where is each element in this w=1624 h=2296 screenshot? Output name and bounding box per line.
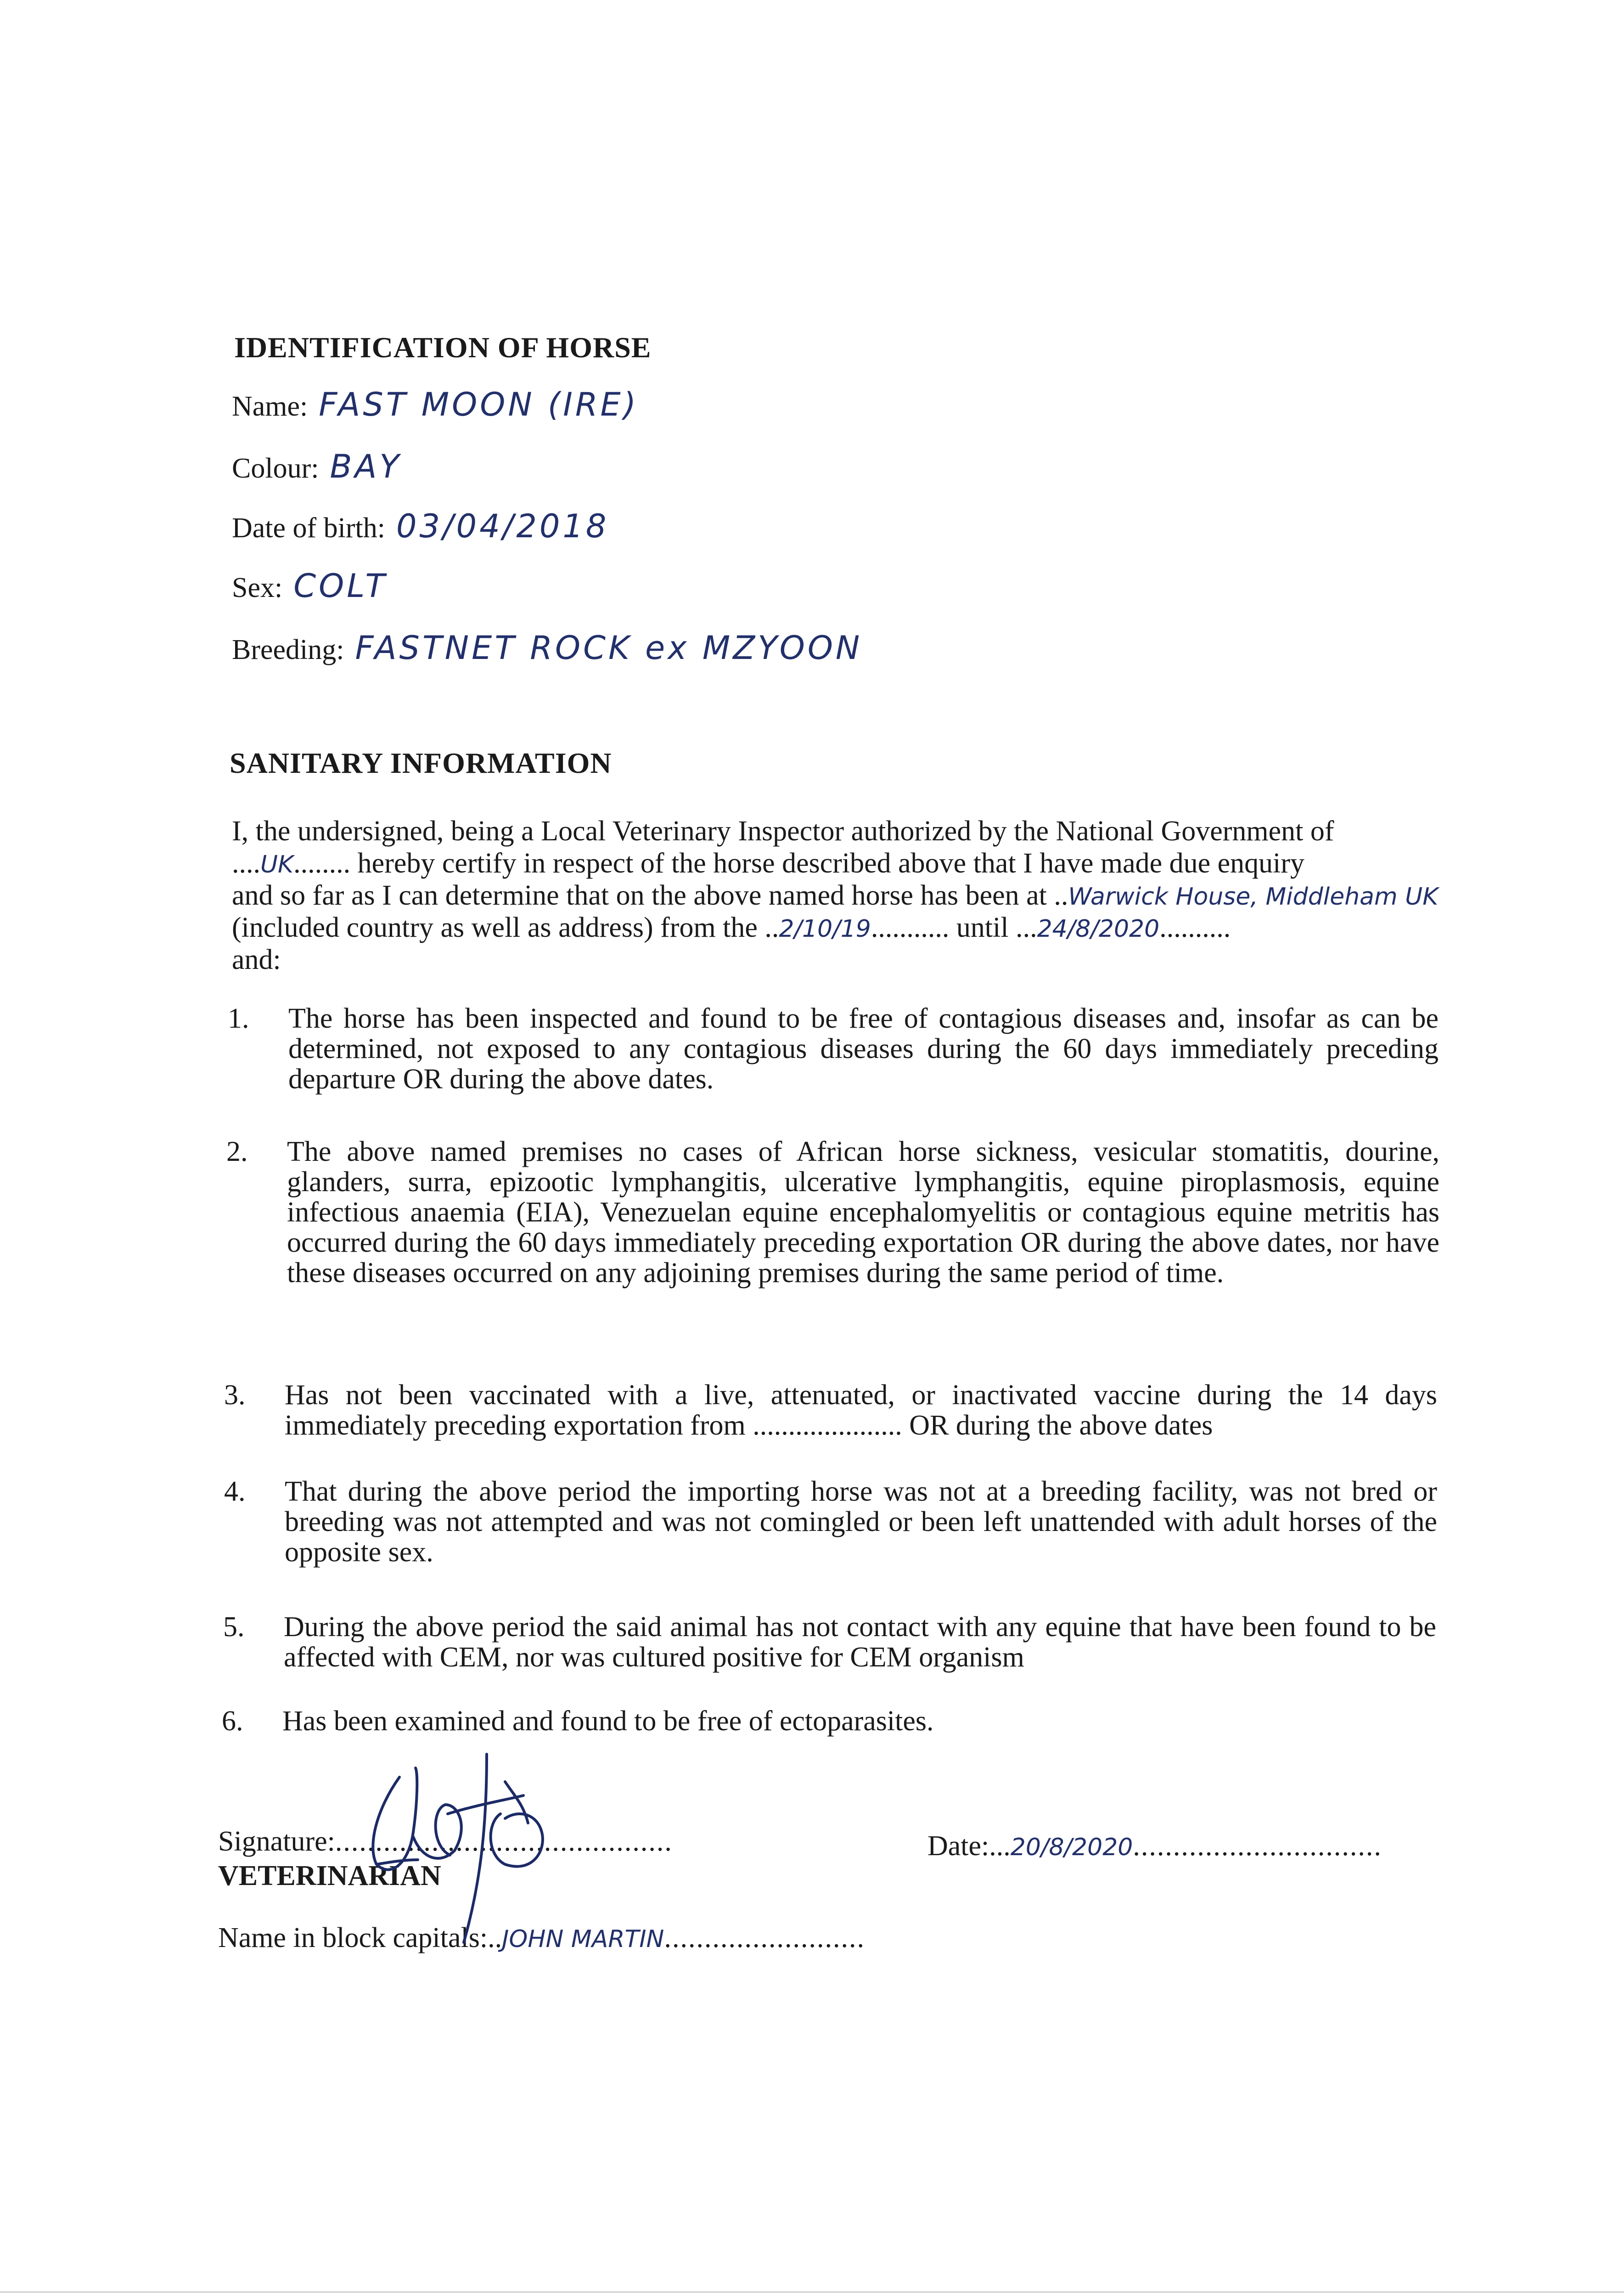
item-text: During the above period the said animal has not contact with any equine that have been found to be affected with CEM, nor was cultured positive for CEM organism bbox=[284, 1611, 1436, 1673]
breeding-row bbox=[232, 629, 862, 667]
item-text: Has not been vaccinated with a live, attenuated, or inactivated vaccine during the 14 days immediately preceding exportation from ..................... OR during the above dates bbox=[285, 1379, 1437, 1441]
item-number: 3. bbox=[224, 1379, 246, 1411]
sanitary-line-2: ....UK........ hereby certify in respect of the horse described above that I have made due enquiry bbox=[232, 848, 1305, 879]
list-item bbox=[223, 1611, 1436, 1673]
sex-row bbox=[232, 567, 388, 605]
name-row bbox=[232, 386, 639, 423]
sanitary-line-5: and: bbox=[232, 944, 281, 975]
until-date-value: 24/8/2020 bbox=[1037, 915, 1160, 943]
identification-heading: IDENTIFICATION OF HORSE bbox=[234, 331, 652, 364]
from-date-value: 2/10/19 bbox=[779, 915, 871, 943]
date-row: Date:...20/8/2020............................... bbox=[927, 1830, 1382, 1862]
colour-value: BAY bbox=[330, 448, 402, 485]
colour-label: Colour: bbox=[232, 453, 319, 484]
list-item bbox=[226, 1136, 1439, 1289]
list-item bbox=[228, 1003, 1439, 1095]
block-name-row: Name in block capitals:..JOHN MARTIN......................... bbox=[218, 1922, 865, 1953]
dob-label: Date of birth: bbox=[232, 512, 386, 544]
date-label: Date: bbox=[927, 1830, 989, 1862]
block-name-label: Name in block capitals: bbox=[218, 1922, 488, 1953]
item-text: The horse has been inspected and found to be free of contagious diseases and, insofar as can be determined, not exposed to any contagious diseases during the 60 days immediately preceding departure OR during the above dates. bbox=[288, 1003, 1439, 1095]
block-name-value: JOHN MARTIN bbox=[502, 1925, 664, 1953]
date-value: 20/8/2020 bbox=[1010, 1834, 1133, 1861]
dob-value: 03/04/2018 bbox=[396, 507, 609, 545]
item-text: Has been examined and found to be free of ectoparasites. bbox=[282, 1705, 934, 1737]
signature-label: Signature: bbox=[218, 1826, 335, 1857]
breeding-value: FASTNET ROCK ex MZYOON bbox=[355, 629, 863, 667]
name-value: FAST MOON (IRE) bbox=[319, 386, 639, 423]
list-item bbox=[224, 1379, 1437, 1441]
veterinarian-role: VETERINARIAN bbox=[218, 1860, 441, 1891]
dob-row bbox=[232, 507, 609, 545]
sanitary-line-3: and so far as I can determine that on the above named horse has been at ..Warwick House, Middleham UK bbox=[232, 880, 1439, 911]
handwritten-signature bbox=[349, 1727, 606, 1965]
item-text: The above named premises no cases of African horse sickness, vesicular stomatitis, dourine, glanders, surra, epizootic lymphangitis, ulcerative lymphangitis, equine piroplasmosis, equine infectious anaemia (EIA), Venezuelan equine encephalomyelitis or contagious equine metritis has occurred during the 60 days immediately preceding exportation OR during the above dates, nor have these diseases occurred on any adjoining premises during the same period of time. bbox=[287, 1136, 1439, 1289]
item-text: That during the above period the importing horse was not at a breeding facility, was not bred or breeding was not attempted and was not comingled or been left unattended with adult horses of the opposite sex. bbox=[285, 1476, 1437, 1568]
sex-label: Sex: bbox=[232, 572, 283, 603]
page-bottom-edge bbox=[0, 2291, 1624, 2293]
sanitary-line-4: (included country as well as address) from the ..2/10/19........... until ...24/8/2020.......... bbox=[232, 912, 1231, 943]
signature-dots: .......................................... bbox=[335, 1826, 673, 1857]
name-label: Name: bbox=[232, 391, 308, 422]
item-number: 2. bbox=[226, 1136, 248, 1167]
item-number: 1. bbox=[228, 1003, 249, 1034]
sanitary-line-1: I, the undersigned, being a Local Veterinary Inspector authorized by the National Government of bbox=[232, 816, 1334, 847]
premises-value: Warwick House, Middleham UK bbox=[1068, 883, 1439, 911]
sanitary-heading: SANITARY INFORMATION bbox=[230, 747, 612, 779]
colour-row bbox=[232, 448, 402, 485]
item-number: 6. bbox=[222, 1705, 243, 1737]
list-item bbox=[224, 1476, 1437, 1568]
item-number: 5. bbox=[223, 1611, 245, 1643]
item-number: 4. bbox=[224, 1476, 246, 1507]
breeding-label: Breeding: bbox=[232, 634, 344, 665]
sex-value: COLT bbox=[293, 567, 388, 605]
country-value: UK bbox=[260, 851, 294, 878]
